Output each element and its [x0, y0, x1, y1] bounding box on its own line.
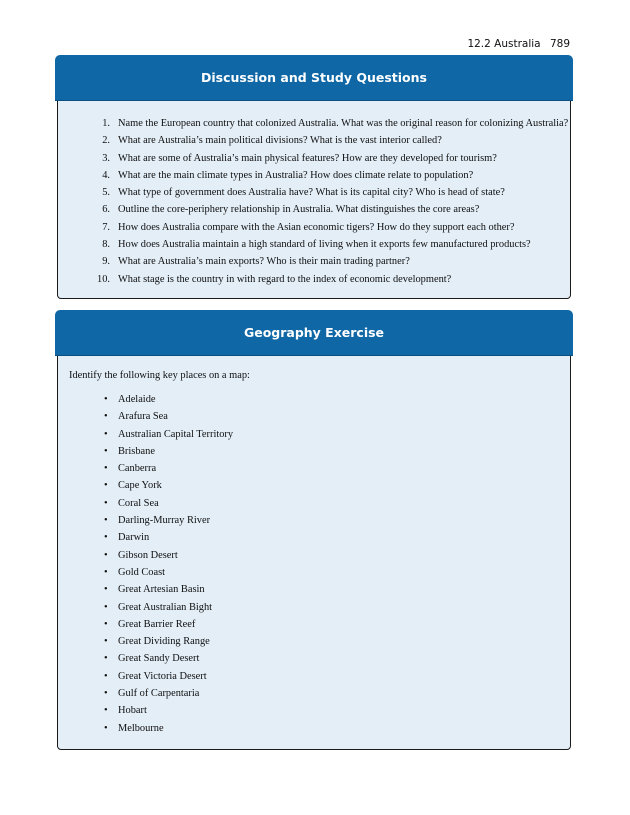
question-item	[58, 236, 568, 253]
place-item	[58, 564, 233, 581]
place-item	[58, 720, 233, 737]
bullet-icon: •	[104, 428, 108, 440]
place-item	[58, 443, 233, 460]
place-name: Canberra	[118, 463, 157, 475]
question-item	[58, 115, 568, 132]
exercise-intro: Identify the following key places on a map:	[69, 370, 250, 381]
question-item	[58, 132, 568, 149]
place-item	[58, 391, 233, 408]
bullet-icon: •	[104, 722, 108, 734]
place-item	[58, 495, 233, 512]
question-text: What are the main climate types in Australia? How does climate relate to population?	[118, 169, 474, 181]
question-item	[58, 253, 568, 270]
bullet-icon: •	[104, 463, 108, 475]
question-text: What are some of Australia’s main physical features? How are they developed for tourism?	[118, 152, 497, 164]
place-name: Great Australian Bight	[118, 601, 213, 613]
place-name: Coral Sea	[118, 497, 159, 509]
place-item	[58, 650, 233, 667]
question-number: 8.	[102, 239, 110, 251]
question-number: 9.	[102, 256, 110, 268]
place-name: Gold Coast	[118, 566, 166, 578]
bullet-icon: •	[104, 636, 108, 648]
bullet-icon: •	[104, 688, 108, 700]
question-number: 6.	[102, 204, 110, 216]
question-text: How does Australia compare with the Asian economic tigers? How do they support each other?	[118, 221, 515, 233]
place-name: Great Barrier Reef	[118, 618, 196, 630]
place-name: Australian Capital Territory	[118, 428, 234, 440]
question-number: 5.	[102, 187, 110, 199]
place-item	[58, 529, 233, 546]
place-name: Great Dividing Range	[118, 636, 210, 648]
place-item	[58, 581, 233, 598]
bullet-icon: •	[104, 584, 108, 596]
question-item	[58, 201, 568, 218]
place-name: Hobart	[118, 705, 147, 717]
question-text: Outline the core-periphery relationship in Australia. What distinguishes the core areas?	[118, 204, 480, 216]
question-item	[58, 167, 568, 184]
place-item	[58, 426, 233, 443]
question-item	[58, 271, 568, 288]
place-name: Adelaide	[118, 394, 156, 405]
bullet-icon: •	[104, 497, 108, 509]
question-item	[58, 219, 568, 236]
place-name: Gibson Desert	[118, 549, 178, 561]
section-label: 12.2 Australia	[467, 38, 541, 50]
question-number: 7.	[102, 221, 110, 233]
question-text: What are Australia’s main exports? Who is their main trading partner?	[118, 256, 410, 268]
bullet-icon: •	[104, 670, 108, 682]
bullet-icon: •	[104, 705, 108, 717]
bullet-icon: •	[104, 394, 108, 405]
place-name: Arafura Sea	[118, 411, 168, 423]
question-text: How does Australia maintain a high standard of living when it exports few manufactured products?	[118, 239, 531, 251]
place-name: Darwin	[118, 532, 150, 544]
bullet-icon: •	[104, 618, 108, 630]
bullet-icon: •	[104, 515, 108, 527]
place-name: Cape York	[118, 480, 162, 492]
place-item	[58, 616, 233, 633]
question-text: What stage is the country in with regard to the index of economic development?	[118, 273, 452, 285]
place-item	[58, 668, 233, 685]
place-item	[58, 460, 233, 477]
question-item	[58, 150, 568, 167]
question-item	[58, 184, 568, 201]
place-item	[58, 685, 233, 702]
question-text: What are Australia’s main political divisions? What is the vast interior called?	[118, 135, 442, 147]
place-item	[58, 702, 233, 719]
bullet-icon: •	[104, 601, 108, 613]
place-name: Great Artesian Basin	[118, 584, 205, 596]
place-name: Gulf of Carpentaria	[118, 688, 200, 700]
question-text: Name the European country that colonized Australia. What was the original reason for colonizing Australia?	[118, 118, 569, 129]
bullet-icon: •	[104, 653, 108, 665]
running-header	[467, 38, 570, 50]
geography-exercise-box	[57, 312, 571, 750]
question-number: 2.	[102, 135, 110, 147]
question-number: 4.	[102, 169, 110, 181]
place-list	[58, 391, 233, 737]
question-text: What type of government does Australia have? What is its capital city? Who is head of state?	[118, 187, 505, 199]
discussion-questions-box	[57, 57, 571, 299]
question-number: 10.	[97, 273, 110, 285]
place-name: Melbourne	[118, 722, 164, 734]
page-number: 789	[549, 38, 570, 50]
place-item	[58, 408, 233, 425]
place-item	[58, 477, 233, 494]
place-item	[58, 547, 233, 564]
place-name: Great Victoria Desert	[118, 670, 207, 682]
place-item	[58, 599, 233, 616]
bullet-icon: •	[104, 549, 108, 561]
bullet-icon: •	[104, 480, 108, 492]
question-number: 3.	[102, 152, 110, 164]
bullet-icon: •	[104, 532, 108, 544]
place-name: Darling-Murray River	[118, 515, 211, 527]
place-item	[58, 633, 233, 650]
bullet-icon: •	[104, 566, 108, 578]
place-name: Great Sandy Desert	[118, 653, 200, 665]
bullet-icon: •	[104, 411, 108, 423]
place-name: Brisbane	[118, 445, 155, 457]
discussion-questions-title: Discussion and Study Questions	[55, 55, 573, 100]
place-item	[58, 512, 233, 529]
question-list	[58, 115, 568, 288]
geography-exercise-title: Geography Exercise	[55, 310, 573, 355]
bullet-icon: •	[104, 445, 108, 457]
question-number: 1.	[102, 118, 110, 129]
